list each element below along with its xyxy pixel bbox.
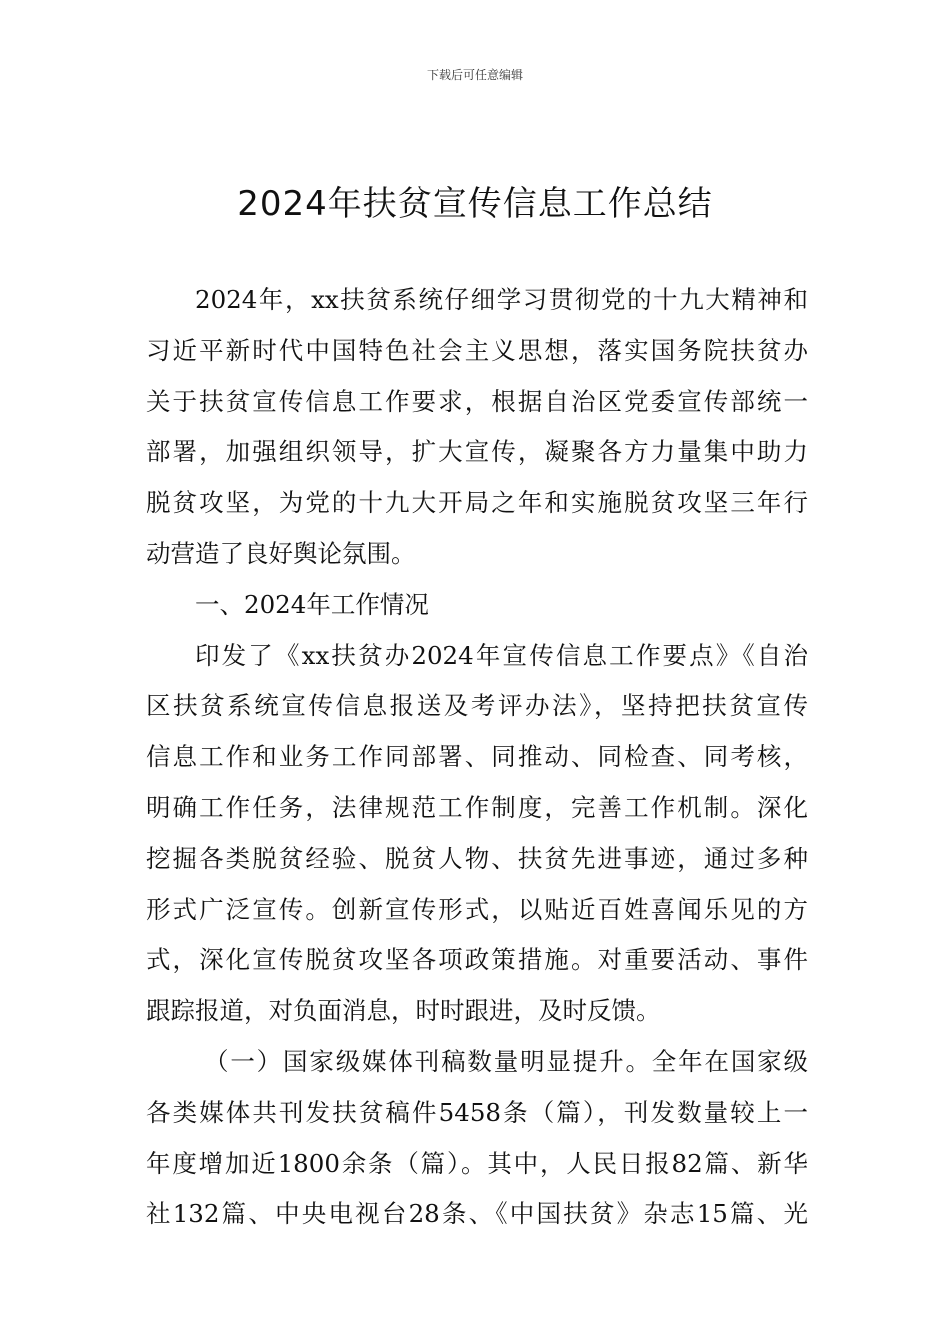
paragraph-line: 关于扶贫宣传信息工作要求，根据自治区党委宣传部统一: [146, 386, 808, 416]
section-heading: 一、2024年工作情况: [195, 589, 429, 619]
paragraph-line: 形式广泛宣传。创新宣传形式，以贴近百姓喜闻乐见的方: [146, 894, 808, 924]
paragraph-line: 挖掘各类脱贫经验、脱贫人物、扶贫先进事迹，通过多种: [146, 843, 808, 873]
page-header: 下载后可任意编辑: [426, 68, 523, 82]
paragraph-line: 各类媒体共刊发扶贫稿件5458条（篇），刊发数量较上一: [146, 1097, 808, 1127]
paragraph-line: 明确工作任务，法律规范工作制度，完善工作机制。深化: [146, 792, 808, 822]
paragraph-line: 部署，加强组织领导，扩大宣传，凝聚各方力量集中助力: [146, 437, 808, 467]
paragraph-line: 区扶贫系统宣传信息报送及考评办法》，坚持把扶贫宣传: [146, 691, 808, 721]
paragraph-line: 印发了《xx扶贫办2024年宣传信息工作要点》《自治: [195, 640, 808, 670]
paragraph-line: 脱贫攻坚，为党的十九大开局之年和实施脱贫攻坚三年行: [146, 488, 808, 518]
document-body: [146, 278, 808, 1243]
paragraph-line: 社132篇、中央电视台28条、《中国扶贫》杂志15篇、光: [146, 1199, 808, 1229]
paragraph-line: 信息工作和业务工作同部署、同推动、同检查、同考核，: [146, 742, 808, 772]
document-title: 2024年扶贫宣传信息工作总结: [237, 184, 713, 224]
paragraph-line: （一）国家级媒体刊稿数量明显提升。全年在国家级: [204, 1046, 808, 1076]
paragraph-line: 式，深化宣传脱贫攻坚各项政策措施。对重要活动、事件: [146, 945, 808, 975]
paragraph-line: 跟踪报道，对负面消息，时时跟进，及时反馈。: [146, 996, 661, 1026]
paragraph-line: 动营造了良好舆论氛围。: [146, 538, 416, 568]
paragraph-line: 习近平新时代中国特色社会主义思想，落实国务院扶贫办: [146, 335, 808, 365]
paragraph-line: 2024年，xx扶贫系统仔细学习贯彻党的十九大精神和: [195, 285, 808, 314]
paragraph-line: 年度增加近1800余条（篇）。其中，人民日报82篇、新华: [146, 1148, 808, 1178]
